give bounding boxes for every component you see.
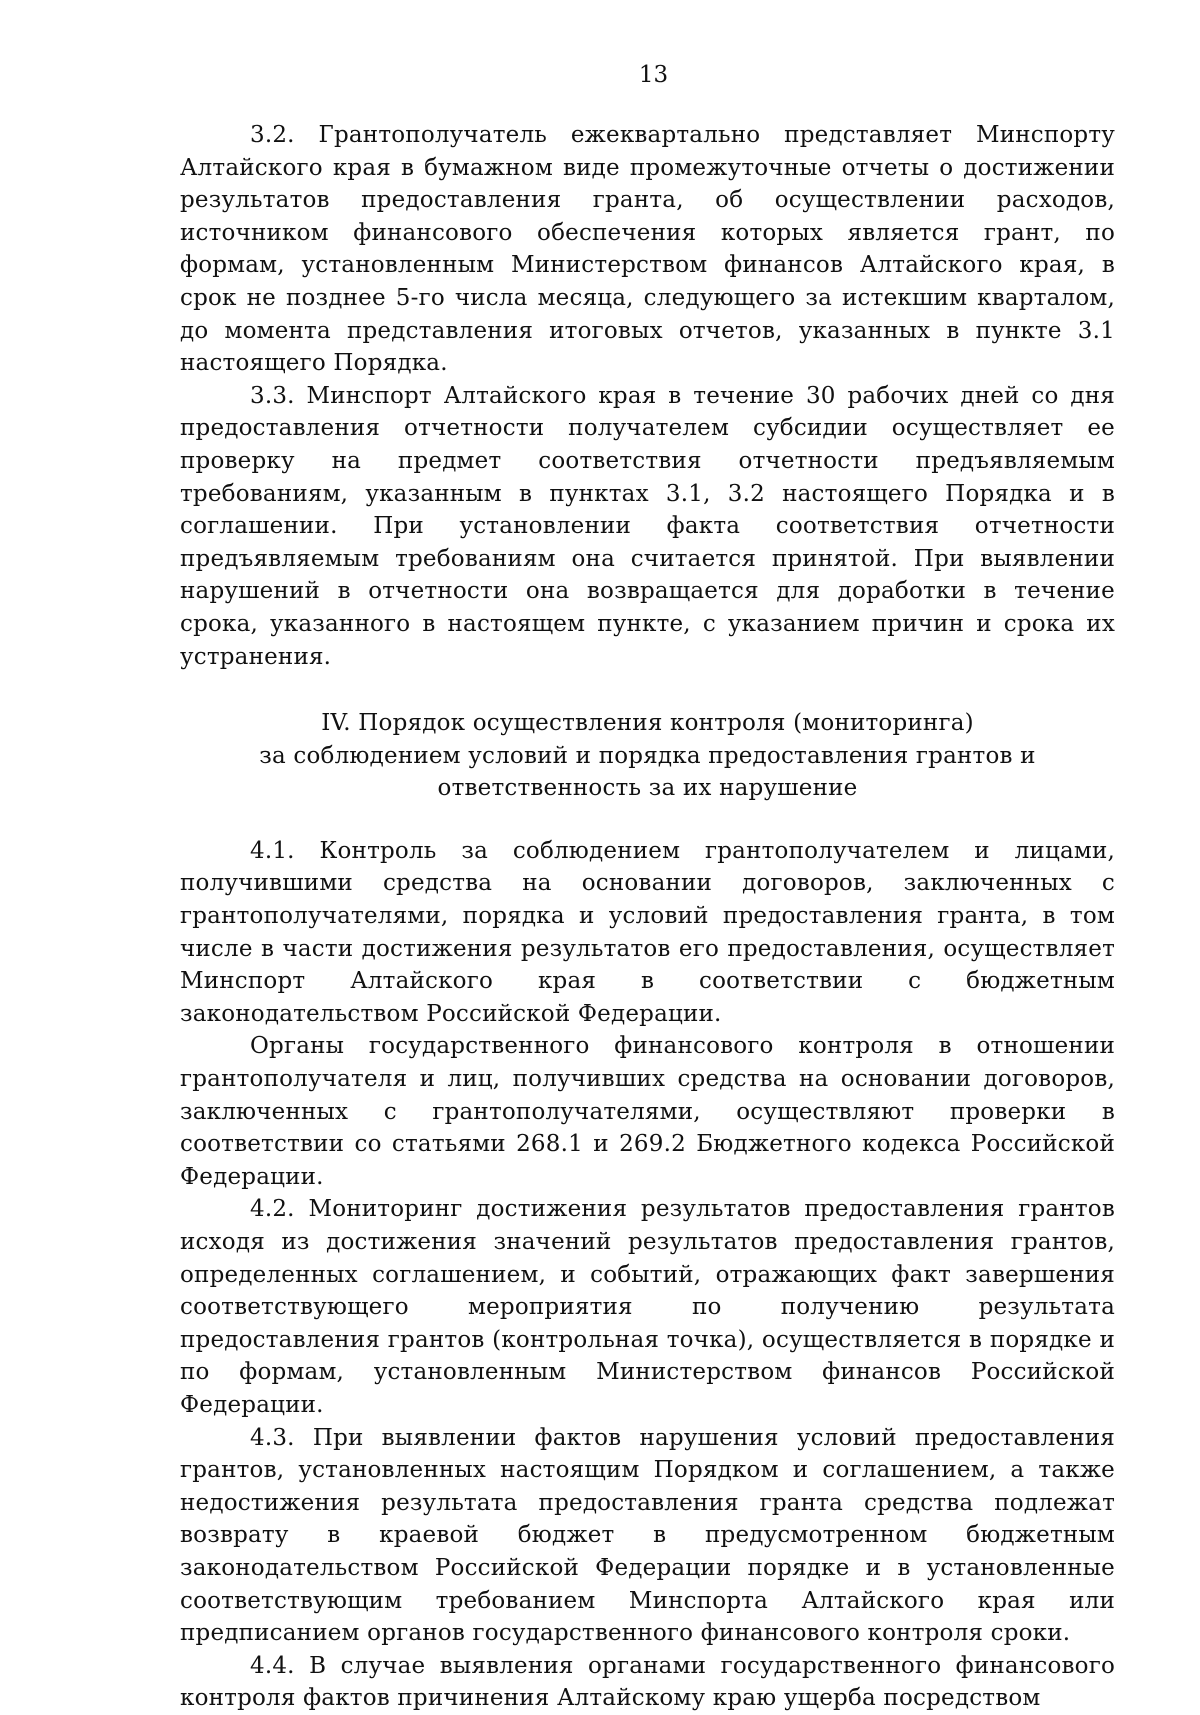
paragraph-4-4: 4.4. В случае выявления органами государственного финансового контроля фактов причинения Алтайскому краю ущерба посредством	[180, 1652, 1115, 1712]
section-heading-line-2: за соблюдением условий и порядка предоставления грантов и	[259, 742, 1036, 769]
section-heading	[180, 707, 1115, 805]
paragraph-3-3: 3.3. Минспорт Алтайского края в течение 30 рабочих дней со дня предоставления отчетности получателем субсидии осуществляет ее проверку на предмет соответствия отчетности предъявляемым требованиям, указанным в пунктах 3.1, 3.2 настоящего Порядка и в соглашении. При установлении факта соответствия отчетности предъявляемым требованиям она считается принятой. При выявлении нарушений в отчетности она возвращается для доработки в течение срока, указанного в настоящем пункте, с указанием причин и срока их устранения.	[180, 382, 1115, 670]
paragraph-3-2: 3.2. Грантополучатель ежеквартально представляет Минспорту Алтайского края в бумажном виде промежуточные отчеты о достижении результатов предоставления гранта, об осуществлении расходов, источником финансового обеспечения которых является грант, по формам, установленным Министерством финансов Алтайского края, в срок не позднее 5-го числа месяца, следующего за истекшим кварталом, до момента представления итоговых отчетов, указанных в пункте 3.1 настоящего Порядка.	[180, 122, 1115, 377]
paragraph-4-1: 4.1. Контроль за соблюдением грантополучателем и лицами, получившими средства на основании договоров, заключенных с грантополучателями, порядка и условий предоставления гранта, в том числе в части достижения результатов его предоставления, осуществляет Минспорт Алтайского края в соответствии с бюджетным законодательством Российской Федерации.	[180, 837, 1115, 1027]
page-number: 13	[638, 62, 669, 88]
section-heading-line-1: IV. Порядок осуществления контроля (мониторинга)	[321, 710, 974, 737]
paragraph-4-2: 4.2. Мониторинг достижения результатов предоставления грантов исходя из достижения значений результатов предоставления грантов, определенных соглашением, и событий, отражающих факт завершения соответствующего мероприятия по получению результата предоставления грантов (контрольная точка), осуществляется в порядке и по формам, установленным Министерством финансов Российской Федерации.	[180, 1196, 1115, 1418]
paragraph-financial-control: Органы государственного финансового контроля в отношении грантополучателя и лиц, получивших средства на основании договоров, заключенных с грантополучателями, осуществляют проверки в соответствии со статьями 268.1 и 269.2 Бюджетного кодекса Российской Федерации.	[180, 1033, 1115, 1190]
document-body	[180, 119, 1115, 1715]
section-heading-line-3: ответственность за их нарушение	[437, 775, 858, 802]
paragraph-4-3: 4.3. При выявлении фактов нарушения условий предоставления грантов, установленных настоящим Порядком и соглашением, а также недостижения результата предоставления гранта средства подлежат возврату в краевой бюджет в предусмотренном бюджетным законодательством Российской Федерации порядке и в установленные соответствующим требованием Минспорта Алтайского края или предписанием органов государственного финансового контроля сроки.	[180, 1424, 1115, 1647]
